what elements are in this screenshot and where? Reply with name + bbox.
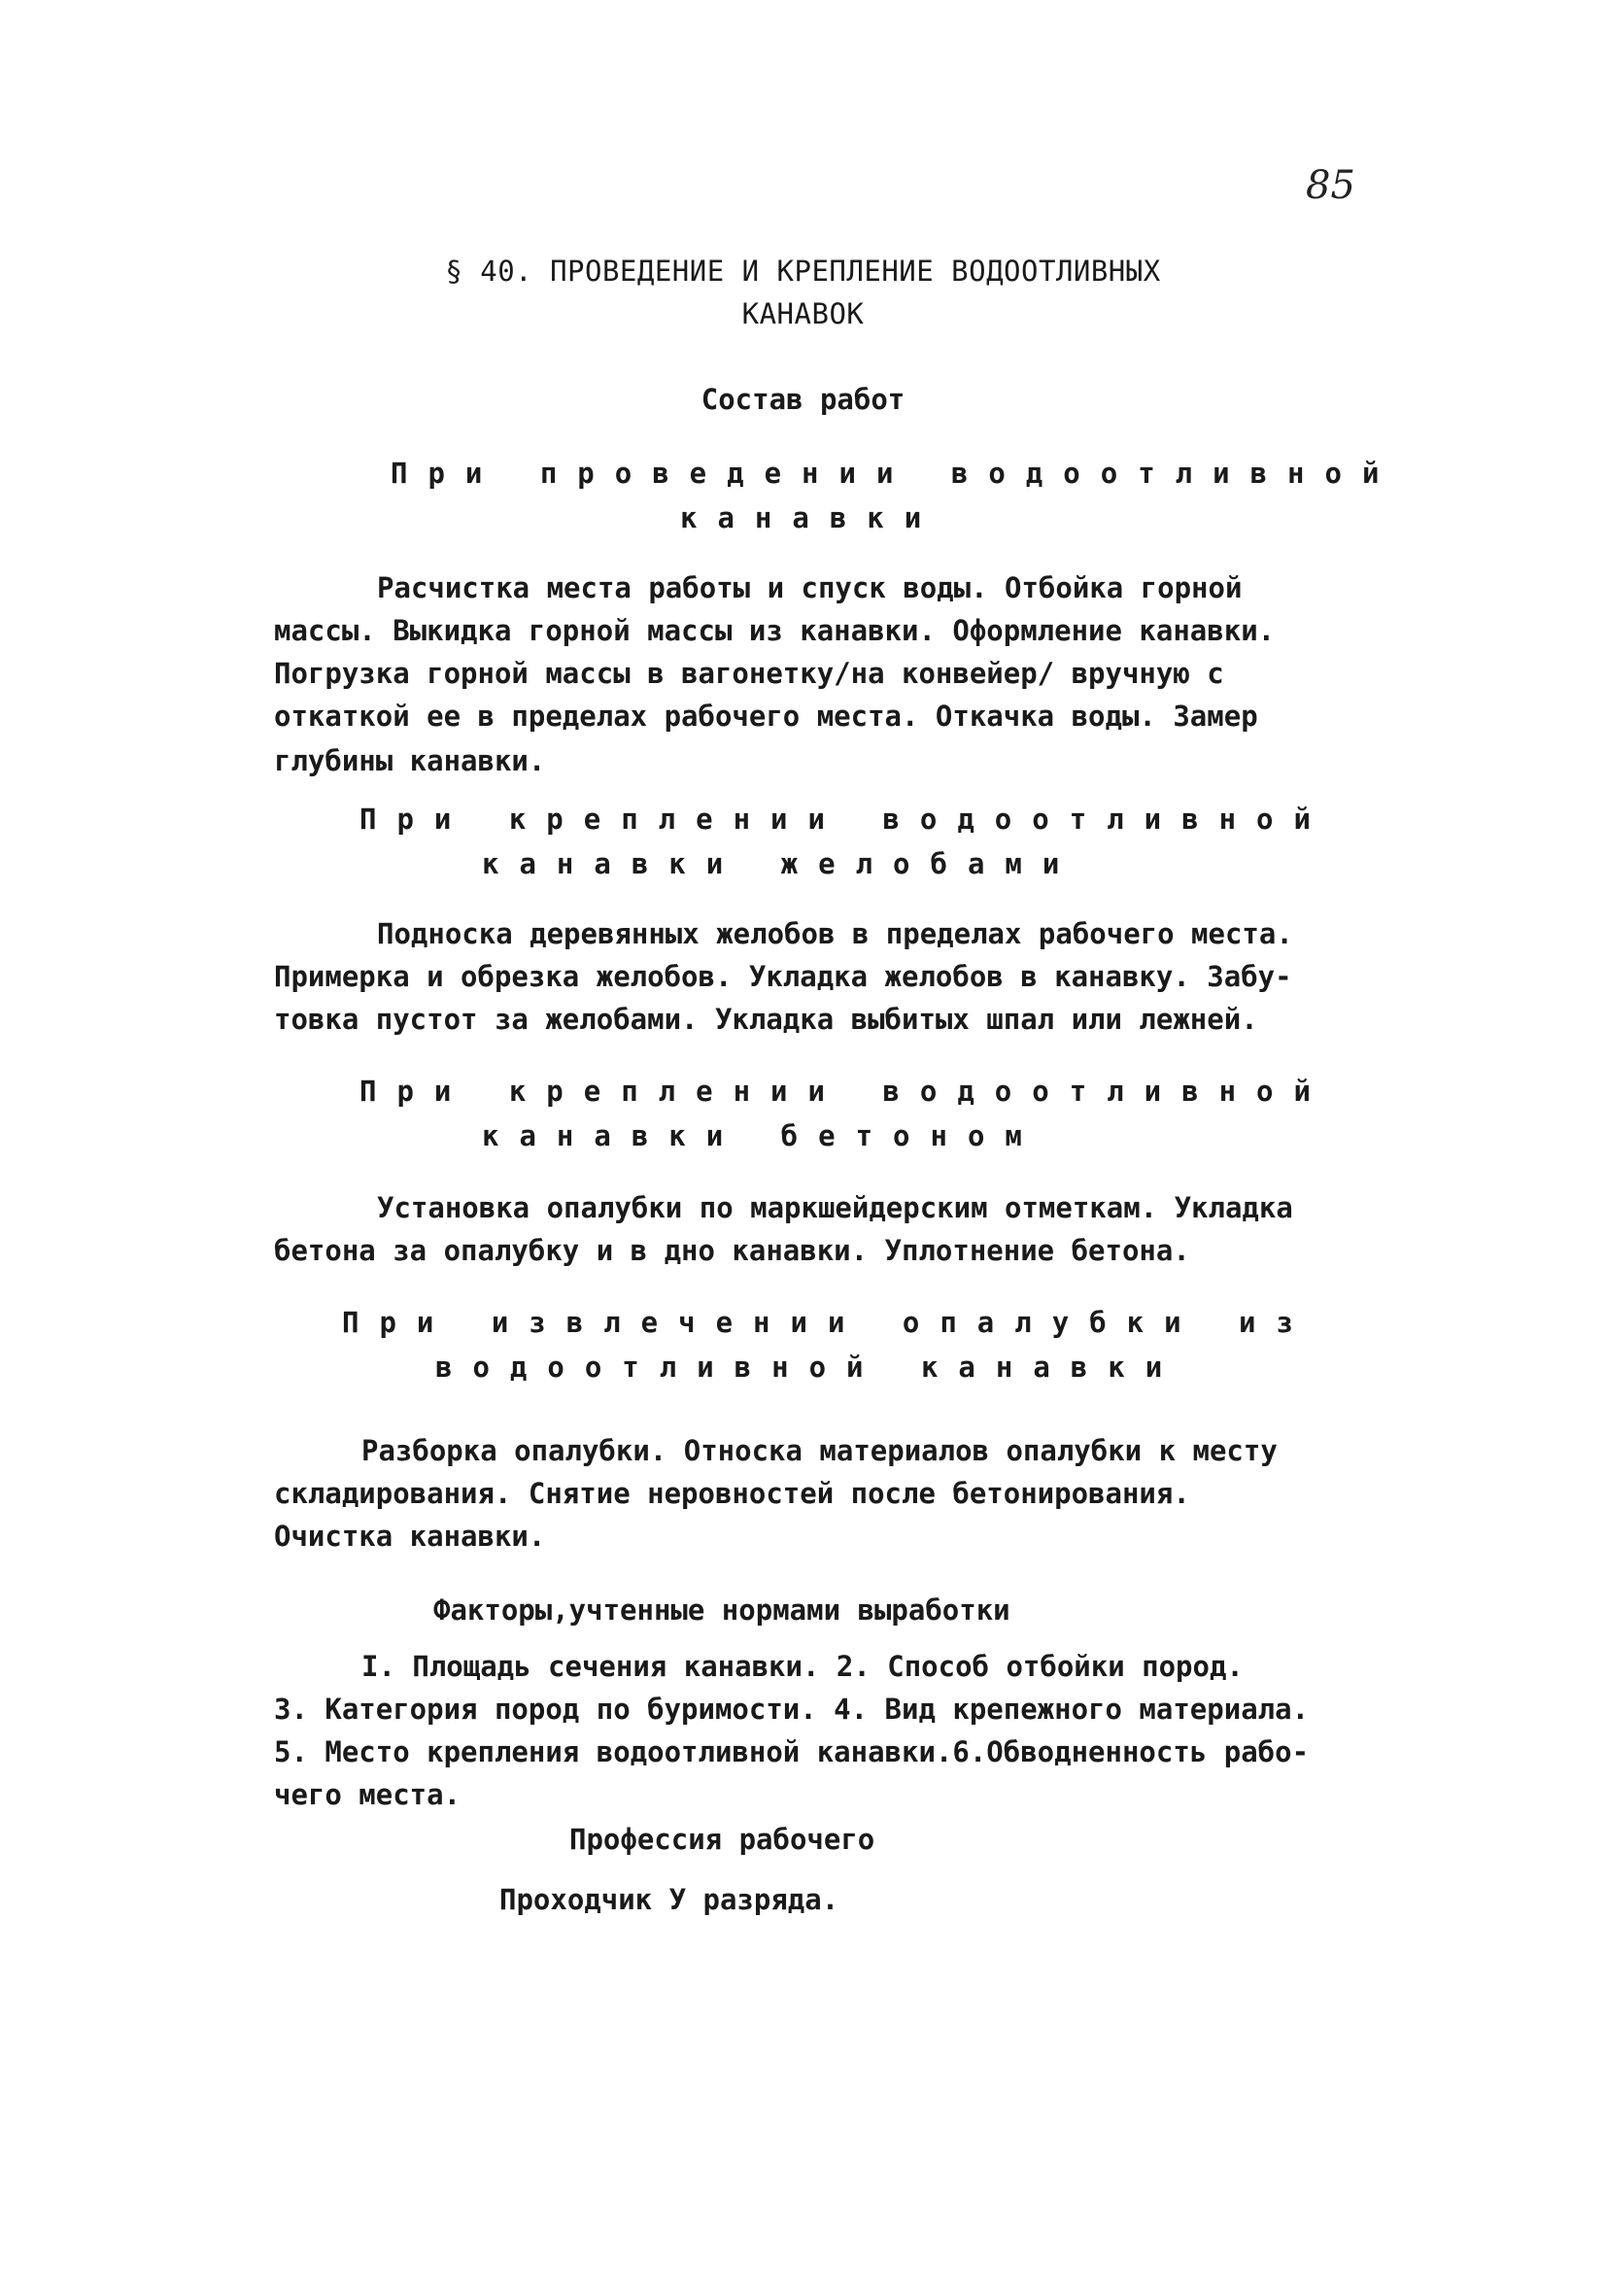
- section-2-text-line: Примерка и обрезка желобов. Укладка желобов в канавку. Забу-: [274, 960, 1292, 993]
- section-4-text-line: складирования. Снятие неровностей после бетонирования.: [274, 1477, 1190, 1510]
- section-4-text-line: Разборка опалубки. Относка материалов опалубки к месту: [361, 1434, 1278, 1467]
- section-3-text-line: Установка опалубки по маркшейдерским отметкам. Укладка: [377, 1191, 1293, 1224]
- section-1-text-line: Расчистка места работы и спуск воды. Отбойка горной: [377, 571, 1243, 604]
- section-4-heading-line-1: При извлечении опалубки из: [342, 1306, 1314, 1339]
- section-1-text-line: массы. Выкидка горной массы из канавки. Оформление канавки.: [274, 614, 1276, 647]
- page-number: 85: [1306, 163, 1355, 208]
- section-3-heading-line-2: канавки бетоном: [482, 1119, 1042, 1152]
- section-title-line-1: § 40. ПРОВЕДЕНИЕ И КРЕПЛЕНИЕ ВОДООТЛИВНЫХ: [445, 255, 1161, 288]
- profession-heading: Профессия рабочего: [569, 1823, 875, 1856]
- factors-text-line: 5. Место крепления водоотливной канавки.6.Обводненность рабо-: [274, 1735, 1310, 1768]
- section-2-text-line: товка пустот за желобами. Укладка выбитых шпал или лежней.: [274, 1003, 1258, 1036]
- section-3-text-line: бетона за опалубку и в дно канавки. Уплотнение бетона.: [274, 1234, 1190, 1267]
- factors-heading: Факторы,учтенные нормами выработки: [433, 1593, 1010, 1627]
- factors-text-line: I. Площадь сечения канавки. 2. Способ отбойки пород.: [361, 1650, 1244, 1683]
- profession-value: Проходчик У разряда.: [499, 1883, 839, 1916]
- section-1-heading-line-1: При проведении водоотливной: [391, 457, 1400, 490]
- factors-text-line: 3. Категория пород по буримости. 4. Вид крепежного материала.: [274, 1693, 1310, 1726]
- sostav-heading: Состав работ: [700, 383, 906, 416]
- section-1-text-line: откаткой ее в пределах рабочего места. Откачка воды. Замер: [274, 700, 1258, 733]
- section-1-text-line: Погрузка горной массы в вагонетку/на конвейер/ вручную с: [274, 657, 1224, 690]
- section-2-text-line: Подноска деревянных желобов в пределах рабочего места.: [377, 917, 1293, 950]
- section-4-text-line: Очистка канавки.: [274, 1520, 546, 1553]
- section-title-line-2: КАНАВОК: [741, 297, 865, 330]
- factors-text-line: чего места.: [274, 1778, 461, 1811]
- section-1-heading-line-2: канавки: [680, 501, 942, 534]
- section-2-heading-line-1: При креплении водоотливной: [359, 803, 1331, 836]
- section-4-heading-line-2: водоотливной канавки: [435, 1351, 1183, 1384]
- section-1-text-line: глубины канавки.: [274, 744, 546, 777]
- section-2-heading-line-2: канавки желобами: [482, 847, 1080, 880]
- section-3-heading-line-1: При креплении водоотливной: [359, 1075, 1331, 1108]
